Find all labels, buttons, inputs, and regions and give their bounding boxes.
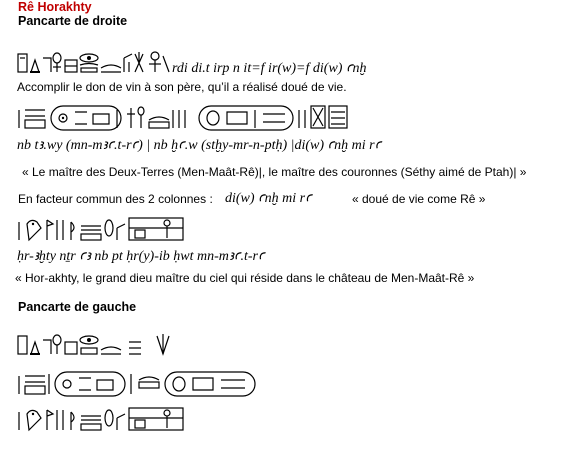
hieroglyph-row-cartouches bbox=[17, 102, 357, 128]
common-factor-translation: « doué de vie come Rê » bbox=[352, 192, 486, 206]
common-factor-transliteration: di(w) ꜥnḫ mi rꜥ bbox=[225, 191, 312, 206]
left-placard-heading: Pancarte de gauche bbox=[18, 300, 137, 314]
hieroglyph-row-horakhty bbox=[17, 214, 187, 240]
line2-translation: « Le maître des Deux-Terres (Men-Maât-Rê)|, le maître des couronnes (Séthy aimé de Ptah)| » bbox=[22, 165, 527, 179]
hieroglyph-row-left-offering bbox=[17, 330, 182, 356]
line1-translation: Accomplir le don de vin à son père, qu’il a réalisé doué de vie. bbox=[17, 80, 347, 94]
hieroglyph-row-left-horakhty bbox=[17, 404, 187, 430]
line2-transliteration: nb tꜣ.wy (mn-mꜣꜥ.t-rꜥ) | nb ḫꜥ.w (stḫy-mr-n-ptḥ) |di(w) ꜥnḫ mi rꜥ bbox=[17, 138, 382, 153]
right-placard-heading: Pancarte de droite bbox=[18, 14, 128, 28]
document-title: Rê Horakhty bbox=[18, 0, 92, 14]
common-factor-label: En facteur commun des 2 colonnes : bbox=[18, 192, 213, 206]
line3-transliteration: ḥr-ꜣḫty nṯr ꜥꜣ nb pt ḥr(y)-ib ḥwt mn-mꜣꜥ.t-rꜥ bbox=[17, 249, 265, 264]
line1-transliteration: rdi di.t irp n it=f ir(w)=f di(w) ꜥnḫ bbox=[172, 61, 367, 76]
hieroglyph-row-left-cartouches bbox=[17, 368, 267, 394]
hieroglyph-row-offering bbox=[17, 48, 172, 74]
line3-translation: « Hor-akhty, le grand dieu maître du ciel qui réside dans le château de Men-Maât-Rê » bbox=[15, 271, 475, 285]
